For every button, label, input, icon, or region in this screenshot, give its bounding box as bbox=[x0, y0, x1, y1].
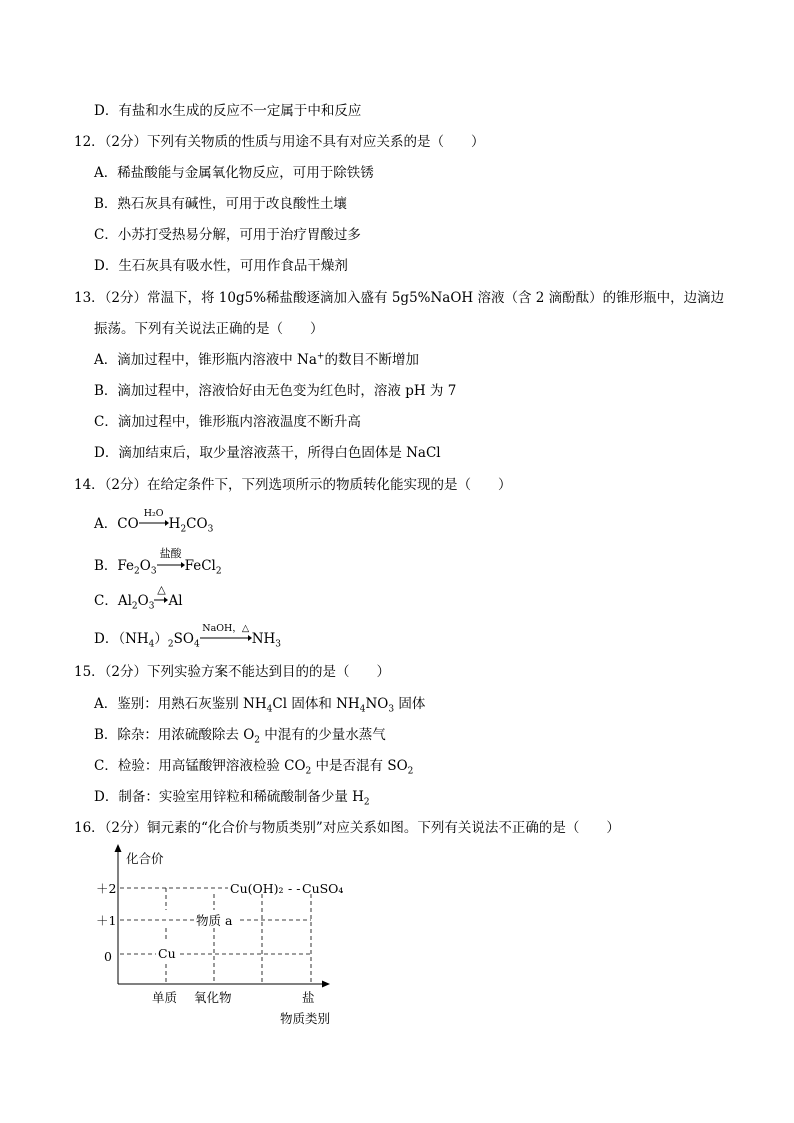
x-tick-salt: 盐 bbox=[302, 990, 315, 1005]
q13-option-c: C．滴加过程中，锥形瓶内溶液温度不断升高 bbox=[94, 414, 361, 430]
y-axis-title: 化合价 bbox=[126, 851, 164, 866]
q14-option-a: A．CO H₂O $H_2CO_3$ bbox=[94, 508, 214, 535]
x-tick-element: 单质 bbox=[152, 990, 178, 1005]
q12-option-b: B．熟石灰具有碱性，可用于改良酸性土壤 bbox=[94, 196, 347, 212]
q15-option-b: B．除杂：用浓硫酸除去 $O_2$ 中混有的少量水蒸气 bbox=[94, 727, 386, 746]
x-tick-oxide: 氧化物 bbox=[194, 990, 232, 1005]
q13-option-d: D．滴加结束后，取少量溶液蒸干，所得白色固体是 NaCl bbox=[94, 445, 441, 461]
q14-option-c: C．$Al_2O_3$ △ Al bbox=[94, 583, 183, 612]
y-axis-arrow bbox=[115, 844, 122, 852]
q14-option-b: B．$Fe_2O_3$ 盐酸 FeCl$_2$ bbox=[94, 547, 222, 577]
point-separator: - - bbox=[288, 881, 301, 896]
question-13-line1: 13．（2分）常温下，将 10g5%稀盐酸逐滴加入盛有 5g5%NaOH 溶液（含 2 滴酚酞）的锥形瓶中，边滴边 bbox=[74, 290, 725, 306]
q14-option-d: D．$(NH_4)_2SO_4$ NaOH，△ $NH_3$ bbox=[94, 623, 282, 650]
point-cu: Cu bbox=[158, 946, 176, 961]
reaction-arrow: H₂O bbox=[139, 518, 169, 528]
q12-option-c: C．小苏打受热易分解，可用于治疗胃酸过多 bbox=[94, 227, 361, 243]
question-12: 12．（2分）下列有关物质的性质与用途不具有对应关系的是（ ） bbox=[74, 134, 485, 150]
y-tick-zero: 0 bbox=[104, 949, 112, 964]
q15-option-a: A．鉴别：用熟石灰鉴别 $NH_4Cl$ 固体和 $NH_4NO_3$ 固体 bbox=[94, 696, 426, 715]
question-15: 15．（2分）下列实验方案不能达到目的的是（ ） bbox=[74, 664, 391, 680]
x-axis-title: 物质类别 bbox=[280, 1011, 331, 1026]
question-13-line2: 振荡。下列有关说法正确的是（ ） bbox=[94, 321, 324, 337]
q13-option-b: B．滴加过程中，溶液恰好由无色变为红色时，溶液 pH 为 7 bbox=[94, 383, 457, 399]
y-tick-plus2: ＋2 bbox=[96, 881, 117, 896]
point-cu-oh-2: Cu(OH)₂ bbox=[230, 881, 284, 896]
point-substance-a: 物质 a bbox=[196, 913, 233, 928]
q15-option-d: D．制备：实验室用锌粒和稀硫酸制备少量 $H_2$ bbox=[94, 789, 370, 808]
reaction-arrow: △ bbox=[154, 595, 168, 605]
q12-option-a: A．稀盐酸能与金属氧化物反应，可用于除铁锈 bbox=[94, 165, 374, 181]
q12-option-d: D．生石灰具有吸水性，可用作食品干燥剂 bbox=[94, 258, 348, 274]
question-14: 14．（2分）在给定条件下，下列选项所示的物质转化能实现的是（ ） bbox=[74, 477, 512, 493]
point-cuso4: CuSO₄ bbox=[302, 881, 344, 896]
question-16: 16．（2分）铜元素的“化合价与物质类别”对应关系如图。下列有关说法不正确的是（ ） bbox=[74, 820, 620, 836]
q15-option-c: C．检验：用高锰酸钾溶液检验 $CO_2$ 中是否混有 $SO_2$ bbox=[94, 758, 414, 777]
reaction-arrow: 盐酸 bbox=[157, 560, 185, 570]
x-axis-arrow bbox=[322, 981, 330, 988]
reaction-arrow: NaOH，△ bbox=[200, 633, 252, 643]
q13-option-a: A．滴加过程中，锥形瓶内溶液中 Na+的数目不断增加 bbox=[94, 351, 419, 368]
q11-option-d: D．有盐和水生成的反应不一定属于中和反应 bbox=[94, 103, 362, 119]
valence-category-diagram bbox=[96, 842, 356, 1032]
guide-lines bbox=[120, 888, 311, 982]
y-tick-plus1: ＋1 bbox=[96, 913, 117, 928]
